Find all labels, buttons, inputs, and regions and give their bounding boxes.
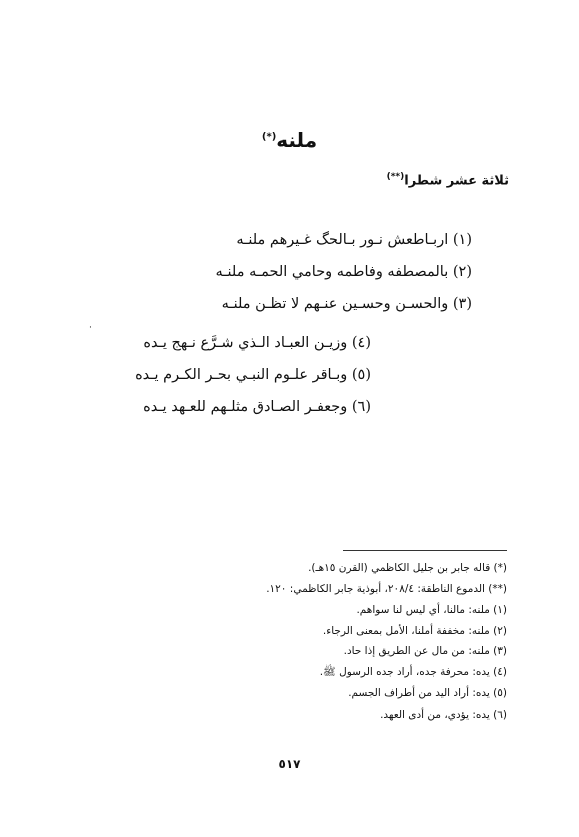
page-number: ٥١٧ xyxy=(278,757,301,771)
footnote: (٦) يده: يؤدي، من أدى العهد. xyxy=(380,709,507,721)
poem-title xyxy=(0,128,579,152)
verse-line: (٢) بالمصطفه وفاطمه وحامي الحمـه ملنـه xyxy=(215,264,472,280)
scan-speck: · xyxy=(89,323,92,333)
footnote: (*) قاله جابر بن جليل الكاظمي (القرن ١٥هـ). xyxy=(308,562,507,574)
verse-line: (٤) وزيـن العبـاد الـذي شـرَّع نـهج يـده xyxy=(143,335,371,351)
poem-title-text: ملنه xyxy=(276,128,318,152)
footnote-divider xyxy=(343,550,507,551)
footnote: (**) الدموع الناطقة: ٢٠٨/٤، أبوذية جابر الكاظمي: ١٢٠. xyxy=(266,583,507,595)
footnote: (٢) ملنه: مخففة أملنا، الأمل بمعنى الرجاء. xyxy=(322,625,507,637)
footnote: (٥) يده: أراد اليد من أطراف الجسم. xyxy=(348,687,507,699)
poem-subtitle xyxy=(387,172,509,188)
footnote: (٣) ملنه: من مال عن الطريق إذا حاد. xyxy=(343,645,507,657)
poem-subtitle-text: ثلاثة عشر شطرا xyxy=(404,173,509,189)
poem-subtitle-footnote-marker: (**) xyxy=(386,172,405,182)
footnote: (١) ملنه: مالنا، أي ليس لنا سواهم. xyxy=(356,604,507,616)
verse-line: (٦) وجعفـر الصـادق مثلـهم للعـهد يـده xyxy=(143,399,371,415)
verse-line: (٣) والحسـن وحسـين عنـهم لا تظـن ملنـه xyxy=(221,296,472,312)
footnote: (٤) يده: محرفة جده، أراد جده الرسول ﷺ. xyxy=(319,666,507,678)
verse-line: (٥) وبـاقر علـوم النبـي بحـر الكـرم يـده xyxy=(135,367,371,383)
poem-title-footnote-marker: (*) xyxy=(261,131,277,143)
verse-line: (١) اربـاطعش نـور بـالحگ غـيرهم ملنـه xyxy=(236,232,472,248)
